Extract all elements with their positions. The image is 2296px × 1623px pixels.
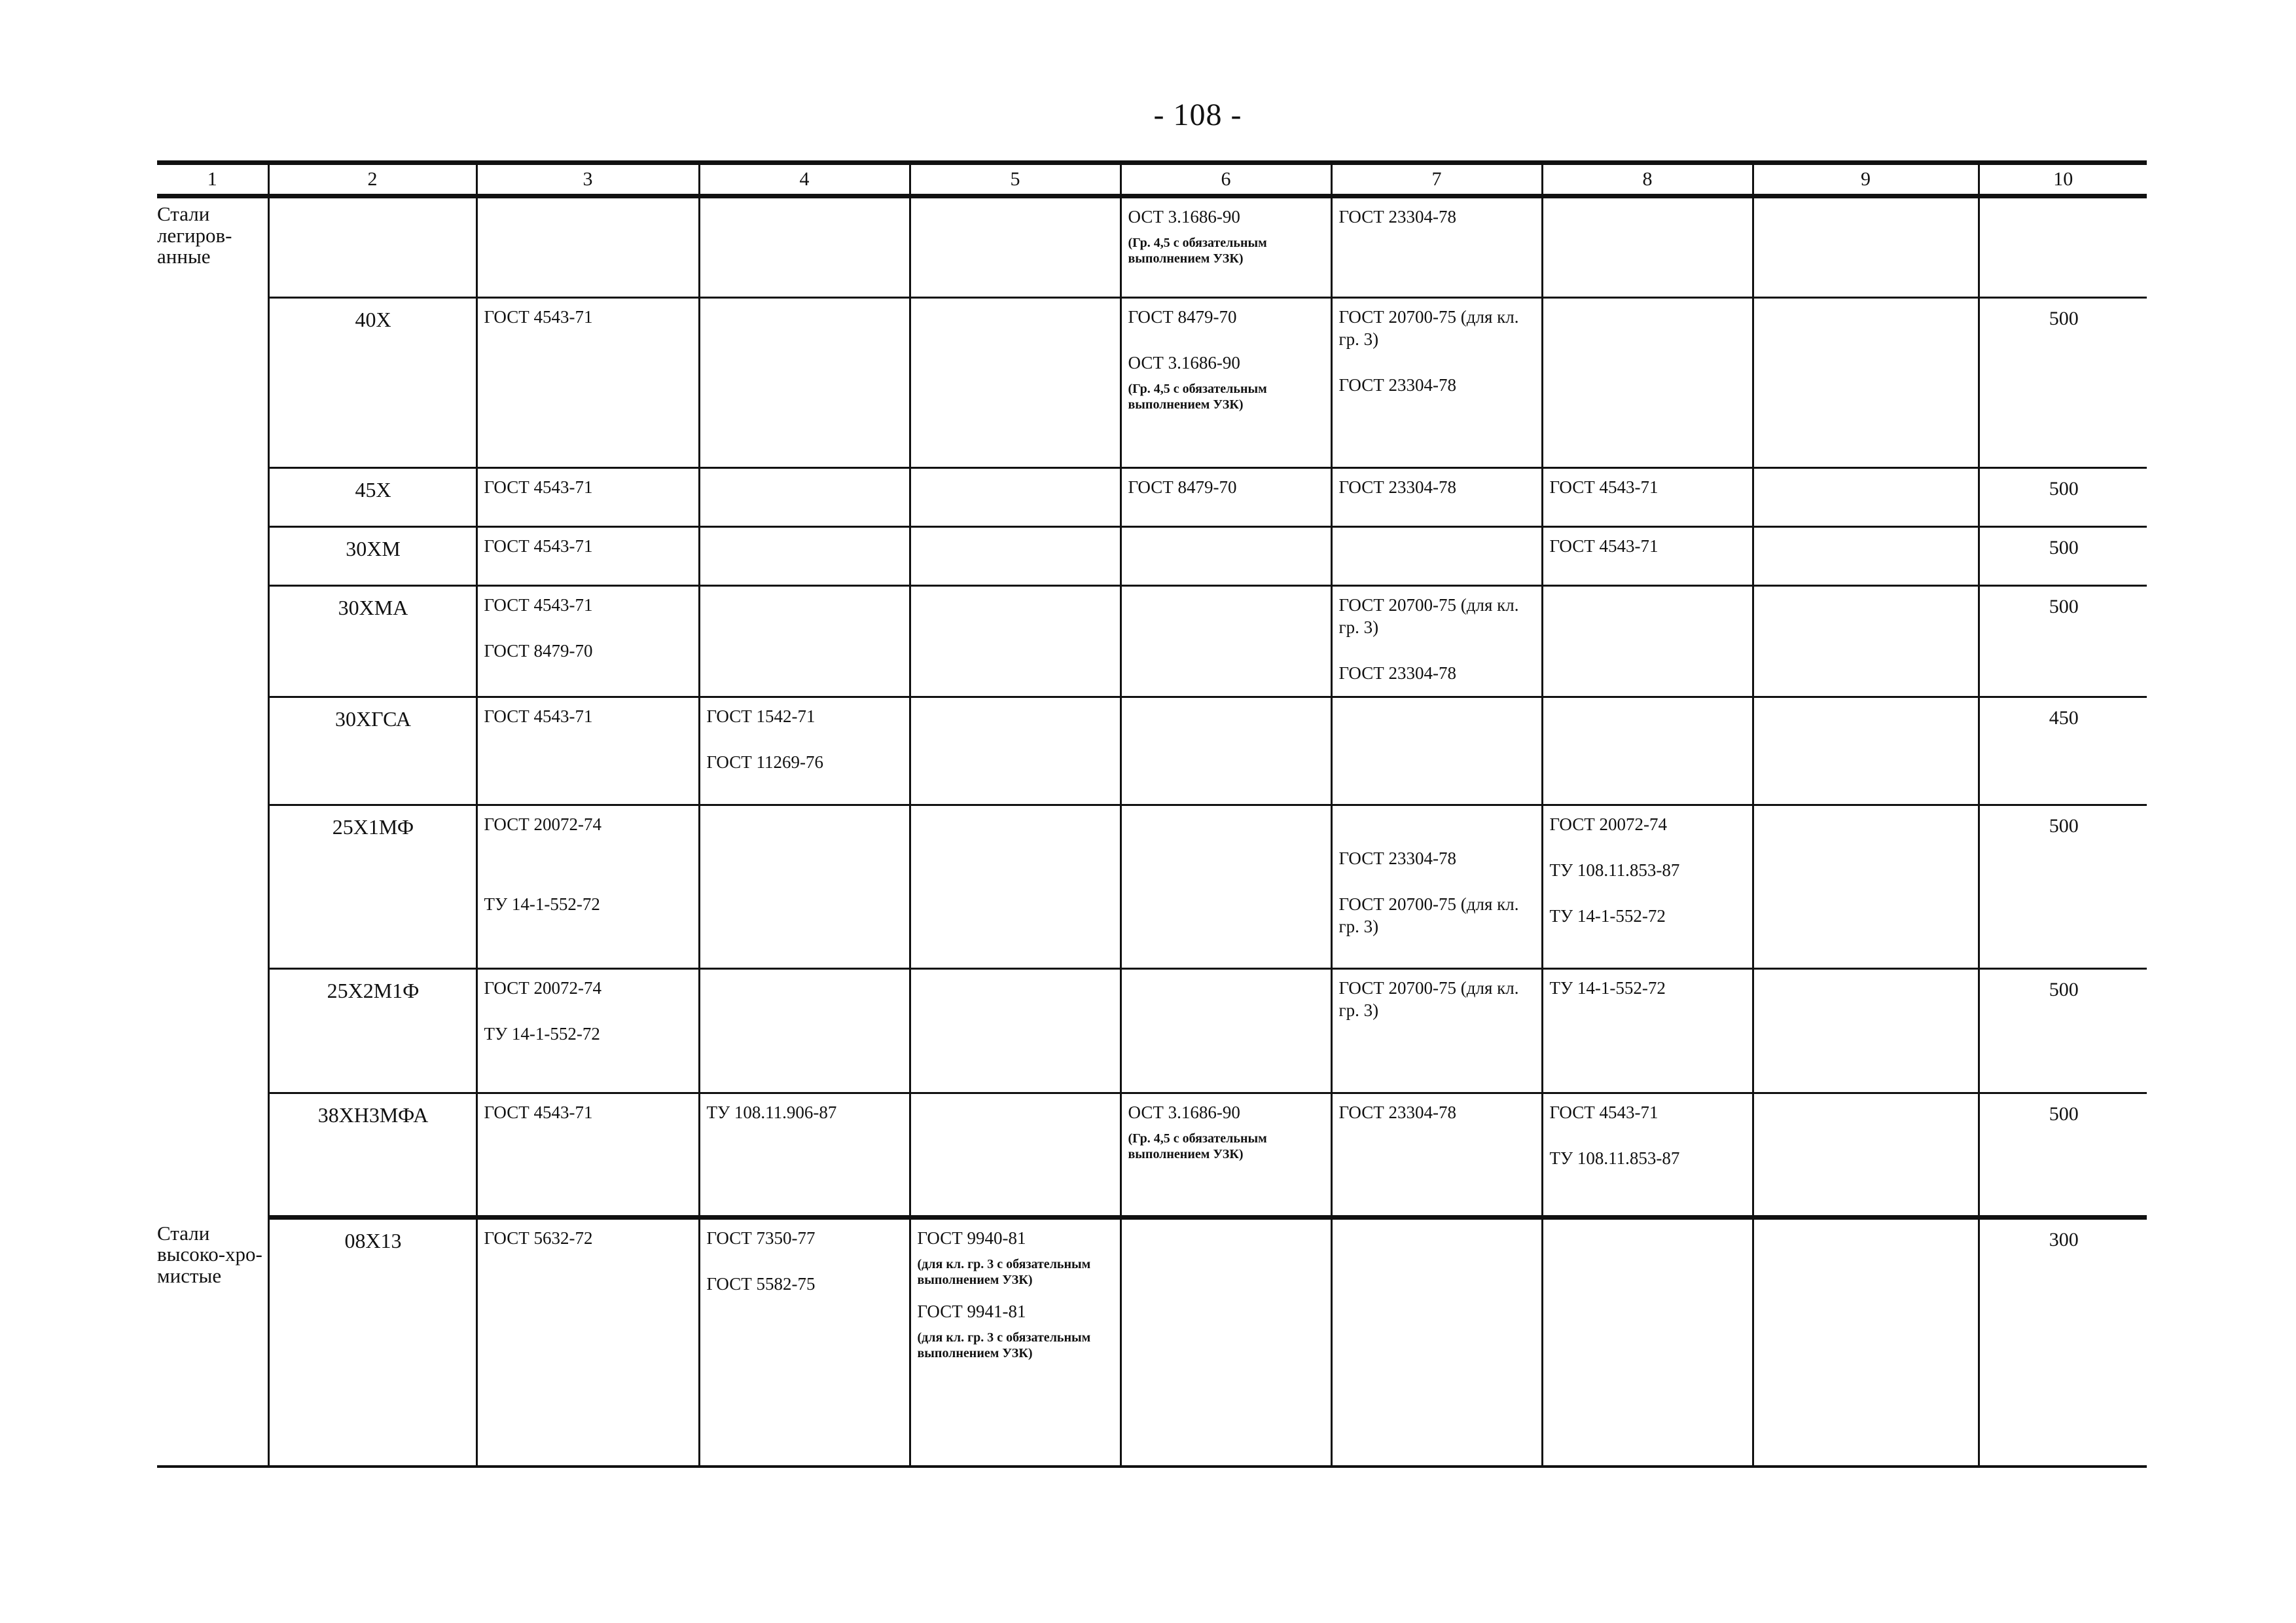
standard-reference: ГОСТ 23304-78 [1338,207,1457,227]
standard-cell-c5 [910,697,1121,805]
steel-grade-cell: 40Х [268,298,476,468]
standard-note: (Гр. 4,5 с обязательным выполнением УЗК) [1128,1131,1267,1161]
standard-cell-c4 [699,298,910,468]
standard-cell-c6 [1121,697,1331,805]
standard-cell-c6 [1121,969,1331,1093]
standard-cell-c3 [476,1093,699,1218]
standard-cell-c7 [1331,586,1542,697]
steel-grade-cell: 30ХМА [268,586,476,697]
standard-cell-c9 [1753,196,1979,298]
column-number-header-row [157,163,2147,196]
standard-reference: ГОСТ 7350-77 [706,1228,816,1248]
standard-cell-c9 [1753,1093,1979,1218]
standard-cell-c9 [1753,969,1979,1093]
standard-cell-c5 [910,1218,1121,1467]
standard-cell-c4 [699,805,910,969]
column-header: 6 [1121,163,1331,196]
standard-reference: ТУ 14-1-552-72 [484,1023,600,1044]
standard-reference: ГОСТ 4543-71 [484,307,593,327]
max-temperature-cell: 500 [1979,586,2147,697]
max-temperature-cell: 500 [1979,805,2147,969]
standard-reference: ГОСТ 20700-75 (для кл. гр. 3) [1338,894,1519,936]
standard-reference: ТУ 14-1-552-72 [1549,905,1666,926]
standard-reference: ГОСТ 9940-81 [917,1228,1026,1248]
column-header: 9 [1753,163,1979,196]
standard-cell-c5 [910,1093,1121,1218]
standard-reference: ГОСТ 8479-70 [1128,477,1237,497]
standard-cell-c7 [1331,969,1542,1093]
standard-cell-c4 [699,196,910,298]
standard-reference: ГОСТ 20072-74 [1549,814,1668,834]
standard-cell-c4 [699,527,910,586]
column-header: 10 [1979,163,2147,196]
max-temperature-cell: 500 [1979,298,2147,468]
standard-cell-c6 [1121,805,1331,969]
standard-reference: ГОСТ 20700-75 (для кл. гр. 3) [1338,978,1519,1020]
standard-cell-c9 [1753,586,1979,697]
max-temperature-cell: 500 [1979,969,2147,1093]
steel-grade-cell: 38ХН3МФА [268,1093,476,1218]
standard-cell-c6 [1121,196,1331,298]
standard-cell-c3 [476,527,699,586]
standard-cell-c8 [1542,697,1753,805]
standard-cell-c4 [699,468,910,527]
cell-spacer [484,860,693,894]
max-temperature-cell [1979,196,2147,298]
standard-reference: ГОСТ 4543-71 [484,1103,593,1122]
standard-cell-c5 [910,298,1121,468]
standard-reference: ГОСТ 9941-81 [917,1301,1026,1321]
standard-cell-c8 [1542,969,1753,1093]
standard-cell-c3 [476,298,699,468]
standard-cell-c7 [1331,805,1542,969]
table-row [157,1093,2147,1218]
steel-grade-cell: 30ХМ [268,527,476,586]
steel-grade-cell: 45Х [268,468,476,527]
steel-grade-cell: 30ХГСА [268,697,476,805]
standard-cell-c6 [1121,527,1331,586]
standard-reference: ГОСТ 8479-70 [484,640,593,661]
standard-cell-c7 [1331,196,1542,298]
standard-cell-c6 [1121,468,1331,527]
steel-grade-cell: 08Х13 [268,1218,476,1467]
standard-cell-c9 [1753,697,1979,805]
standard-cell-c8 [1542,196,1753,298]
max-temperature-cell: 500 [1979,1093,2147,1218]
standard-cell-c4 [699,697,910,805]
standard-cell-c5 [910,196,1121,298]
standard-cell-c4 [699,586,910,697]
column-header: 3 [476,163,699,196]
standard-note: (для кл. гр. 3 с обязательным выполнением УЗК) [917,1330,1091,1360]
steel-standards-table [157,160,2147,1468]
table-row [157,298,2147,468]
standard-reference: ТУ 14-1-552-72 [1549,978,1666,998]
column-header: 8 [1542,163,1753,196]
standard-reference: ОСТ 3.1686-90 [1128,1103,1240,1122]
table-row [157,586,2147,697]
standard-cell-c7 [1331,1093,1542,1218]
standard-cell-c5 [910,468,1121,527]
table-row [157,805,2147,969]
standard-cell-c9 [1753,1218,1979,1467]
column-header: 5 [910,163,1121,196]
standard-cell-c6 [1121,586,1331,697]
standard-reference: ГОСТ 23304-78 [1338,848,1457,868]
standard-reference: ГОСТ 4543-71 [484,706,593,726]
standard-cell-c7 [1331,697,1542,805]
standard-reference: ГОСТ 23304-78 [1338,1103,1457,1122]
table-row [157,1218,2147,1467]
standard-cell-c4 [699,969,910,1093]
standard-cell-c4 [699,1093,910,1218]
standard-note: (Гр. 4,5 с обязательным выполнением УЗК) [1128,235,1267,266]
standard-note: (для кл. гр. 3 с обязательным выполнением УЗК) [917,1256,1091,1287]
standard-cell-c9 [1753,527,1979,586]
standard-cell-c7 [1331,527,1542,586]
standard-reference: ГОСТ 4543-71 [484,477,593,497]
standard-cell-c8 [1542,1218,1753,1467]
standard-reference: ГОСТ 5632-72 [484,1228,593,1248]
standard-reference: ГОСТ 5582-75 [706,1273,816,1294]
standard-cell-c5 [910,805,1121,969]
steel-grade-cell: 25Х1МФ [268,805,476,969]
column-header: 4 [699,163,910,196]
standard-reference: ТУ 108.11.853-87 [1549,1148,1680,1168]
standard-cell-c9 [1753,298,1979,468]
steel-grade-cell: 25Х2М1Ф [268,969,476,1093]
steel-group-label: Стали легиров-анные [157,196,268,1218]
column-header: 7 [1331,163,1542,196]
standard-reference: ГОСТ 20700-75 (для кл. гр. 3) [1338,307,1519,349]
steel-group-label: Стали высоко-хро-мистые [157,1218,268,1467]
page-number: - 108 - [1153,98,1242,132]
steel-standards-table-wrapper [157,160,2147,1468]
max-temperature-cell: 500 [1979,468,2147,527]
standard-reference: ГОСТ 20072-74 [484,814,602,834]
standard-reference: ГОСТ 23304-78 [1338,374,1457,395]
standard-reference: ГОСТ 11269-76 [706,752,824,772]
standard-cell-c6 [1121,1218,1331,1467]
standard-cell-c9 [1753,468,1979,527]
standard-cell-c8 [1542,468,1753,527]
standard-cell-c3 [476,969,699,1093]
max-temperature-cell: 450 [1979,697,2147,805]
standard-cell-c3 [476,1218,699,1467]
table-row [157,697,2147,805]
standard-reference: ГОСТ 4543-71 [1549,477,1659,497]
standard-cell-c9 [1753,805,1979,969]
column-header: 1 [157,163,268,196]
standard-reference: ГОСТ 4543-71 [1549,536,1659,556]
standard-reference: ГОСТ 23304-78 [1338,663,1457,683]
standard-cell-c7 [1331,1218,1542,1467]
standard-note: (Гр. 4,5 с обязательным выполнением УЗК) [1128,381,1267,412]
standard-cell-c7 [1331,298,1542,468]
standard-cell-c6 [1121,298,1331,468]
standard-reference: ГОСТ 20072-74 [484,978,602,998]
standard-cell-c3 [476,586,699,697]
standard-reference: ГОСТ 4543-71 [484,536,593,556]
standard-reference: ТУ 14-1-552-72 [484,894,600,914]
steel-grade-cell [268,196,476,298]
standard-cell-c8 [1542,298,1753,468]
standard-reference: ТУ 108.11.853-87 [1549,860,1680,880]
standard-cell-c8 [1542,527,1753,586]
standard-cell-c3 [476,805,699,969]
table-row [157,527,2147,586]
standard-reference: ГОСТ 4543-71 [484,595,593,615]
table-row [157,196,2147,298]
column-header: 2 [268,163,476,196]
standard-reference: ГОСТ 23304-78 [1338,477,1457,497]
standard-cell-c5 [910,586,1121,697]
cell-spacer [1339,814,1536,848]
standard-cell-c5 [910,969,1121,1093]
max-temperature-cell: 500 [1979,527,2147,586]
standard-cell-c3 [476,196,699,298]
standard-cell-c8 [1542,1093,1753,1218]
standard-cell-c5 [910,527,1121,586]
max-temperature-cell: 300 [1979,1218,2147,1467]
standard-cell-c6 [1121,1093,1331,1218]
table-body [157,196,2147,1467]
standard-cell-c8 [1542,805,1753,969]
standard-reference: ОСТ 3.1686-90 [1128,207,1240,227]
standard-cell-c3 [476,697,699,805]
standard-cell-c8 [1542,586,1753,697]
standard-reference: ГОСТ 20700-75 (для кл. гр. 3) [1338,595,1519,637]
table-row [157,969,2147,1093]
standard-cell-c4 [699,1218,910,1467]
standard-reference: ТУ 108.11.906-87 [706,1103,837,1122]
table-row [157,468,2147,527]
standard-cell-c7 [1331,468,1542,527]
standard-reference: ГОСТ 4543-71 [1549,1103,1659,1122]
standard-reference: ОСТ 3.1686-90 [1128,352,1240,373]
standard-reference: ГОСТ 1542-71 [706,706,816,726]
standard-reference: ГОСТ 8479-70 [1128,307,1237,327]
standard-cell-c3 [476,468,699,527]
